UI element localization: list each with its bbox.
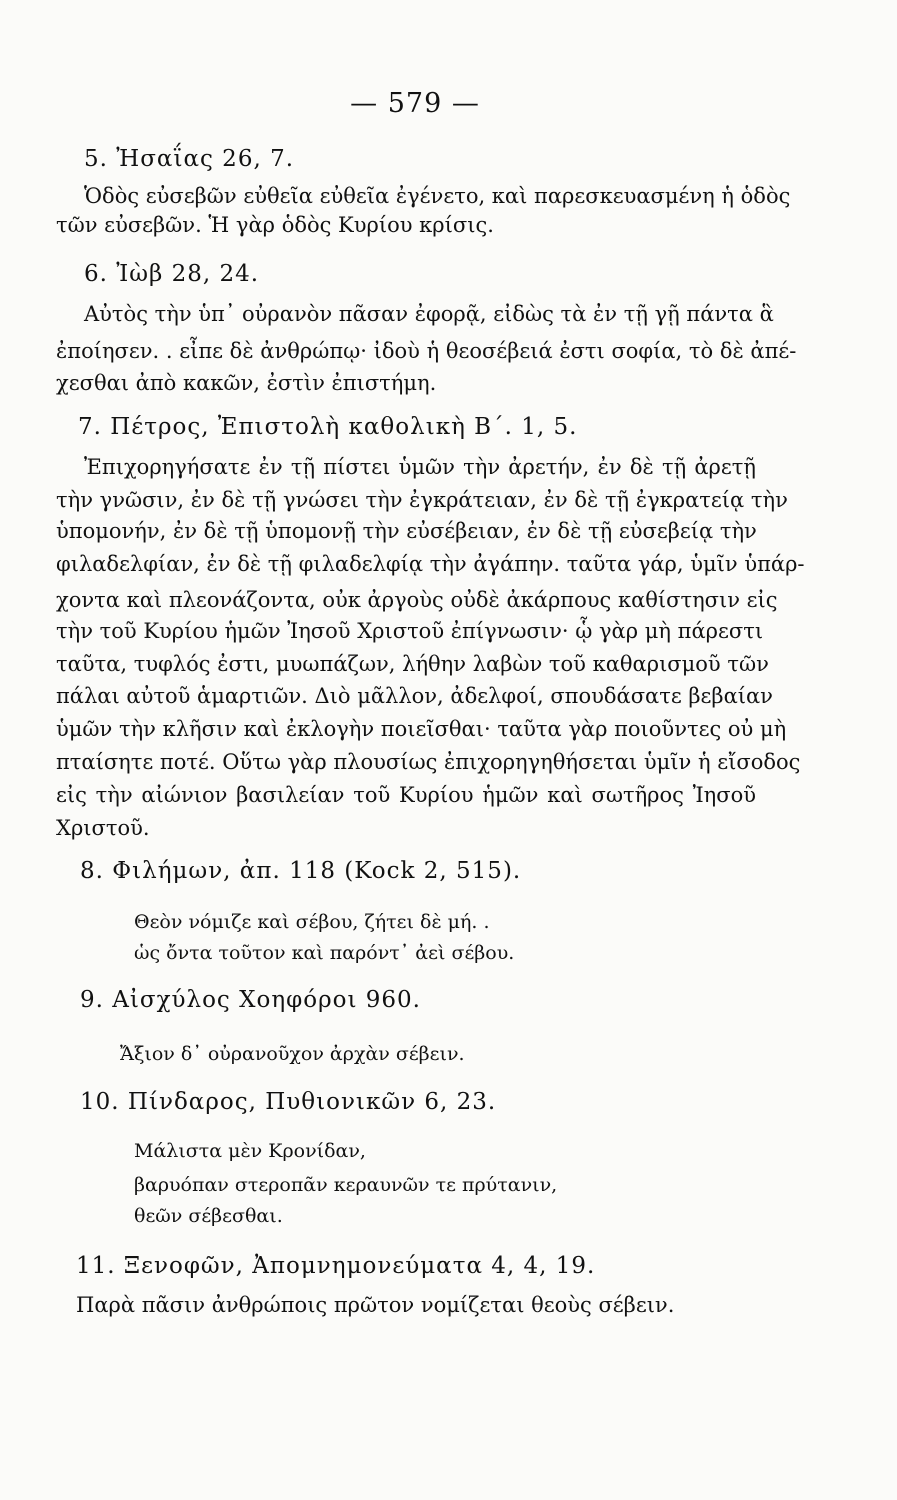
section-heading: 7. Πέτρος, Ἐπιστολὴ καθολικὴ Β΄. 1, 5. xyxy=(78,414,578,440)
section-heading: 5. Ἠσαΐας 26, 7. xyxy=(84,146,295,172)
text-line: Αὐτὸς τὴν ὑπ᾽ οὐρανὸν πᾶσαν ἐφορᾷ, εἰδὼς τὰ ἐν τῇ γῇ πάντα ἃ xyxy=(84,302,774,326)
text-line: πάλαι αὐτοῦ ἁμαρτιῶν. Διὸ μᾶλλον, ἀδελφοί, σπουδάσατε βεβαίαν xyxy=(56,684,773,708)
text-line: τὴν τοῦ Κυρίου ἡμῶν Ἰησοῦ Χριστοῦ ἐπίγνωσιν· ᾧ γὰρ μὴ πάρεστι xyxy=(56,619,764,643)
text-line: χεσθαι ἀπὸ κακῶν, ἐστὶν ἐπιστήμη. xyxy=(56,371,437,395)
verse-line: Μάλιστα μὲν Κρονίδαν, xyxy=(134,1140,366,1162)
text-line: ἐποίησεν. . εἶπε δὲ ἀνθρώπῳ· ἰδοὺ ἡ θεοσέβειά ἐστι σοφία, τὸ δὲ ἀπέ- xyxy=(56,339,797,363)
text-line: Ἐπιχορηγήσατε ἐν τῇ πίστει ὑμῶν τὴν ἀρετήν, ἐν δὲ τῇ ἀρετῇ xyxy=(84,455,756,479)
page-number: — 579 — xyxy=(350,88,480,119)
text-line: Παρὰ πᾶσιν ἀνθρώποις πρῶτον νομίζεται θεοὺς σέβειν. xyxy=(76,1293,675,1317)
text-line: Ὁδὸς εὐσεβῶν εὐθεῖα εὐθεῖα ἐγένετο, καὶ παρεσκευασμένη ἡ ὁδὸς xyxy=(84,184,791,208)
section-heading: 8. Φιλήμων, ἀπ. 118 (Kock 2, 515). xyxy=(80,858,522,884)
verse-line: ὡς ὄντα τοῦτον καὶ παρόντ᾽ ἀεὶ σέβου. xyxy=(134,942,515,964)
text-line: πταίσητε ποτέ. Οὕτω γὰρ πλουσίως ἐπιχορηγηθήσεται ὑμῖν ἡ εἴσοδος xyxy=(56,750,801,774)
verse-line: Ἄξιον δ᾽ οὐρανοῦχον ἀρχὰν σέβειν. xyxy=(120,1043,465,1065)
text-line: ὑπομονήν, ἐν δὲ τῇ ὑπομονῇ τὴν εὐσέβειαν, ἐν δὲ τῇ εὐσεβείᾳ τὴν xyxy=(56,519,757,543)
text-line: εἰς τὴν αἰώνιον βασιλείαν τοῦ Κυρίου ἡμῶν καὶ σωτῆρος Ἰησοῦ xyxy=(56,783,756,807)
verse-line: θεῶν σέβεσθαι. xyxy=(134,1205,283,1227)
section-heading: 9. Αἰσχύλος Χοηφόροι 960. xyxy=(80,987,421,1013)
text-line: χοντα καὶ πλεονάζοντα, οὐκ ἀργοὺς οὐδὲ ἀκάρπους καθίστησιν εἰς xyxy=(56,588,778,612)
section-heading: 10. Πίνδαρος, Πυθιονικῶν 6, 23. xyxy=(80,1089,497,1115)
text-line: ὑμῶν τὴν κλῆσιν καὶ ἐκλογὴν ποιεῖσθαι· ταῦτα γὰρ ποιοῦντες οὐ μὴ xyxy=(56,717,787,741)
text-line: τῶν εὐσεβῶν. Ἡ γὰρ ὁδὸς Κυρίου κρίσις. xyxy=(56,213,494,237)
section-heading: 6. Ἰὼβ 28, 24. xyxy=(84,261,260,287)
verse-line: Θεὸν νόμιζε καὶ σέβου, ζήτει δὲ μή. . xyxy=(134,911,490,933)
text-line: τὴν γνῶσιν, ἐν δὲ τῇ γνώσει τὴν ἐγκράτειαν, ἐν δὲ τῇ ἐγκρατείᾳ τὴν xyxy=(56,488,788,512)
text-line: ταῦτα, τυφλός ἐστι, μυωπάζων, λήθην λαβὼν τοῦ καθαρισμοῦ τῶν xyxy=(56,652,769,676)
section-heading: 11. Ξενοφῶν, Ἀπομνημονεύματα 4, 4, 19. xyxy=(76,1253,596,1279)
verse-line: βαρυόπαν στεροπᾶν κεραυνῶν τε πρύτανιν, xyxy=(134,1174,558,1196)
text-line: Χριστοῦ. xyxy=(56,816,150,840)
text-line: φιλαδελφίαν, ἐν δὲ τῇ φιλαδελφίᾳ τὴν ἀγάπην. ταῦτα γάρ, ὑμῖν ὑπάρ- xyxy=(56,552,805,576)
